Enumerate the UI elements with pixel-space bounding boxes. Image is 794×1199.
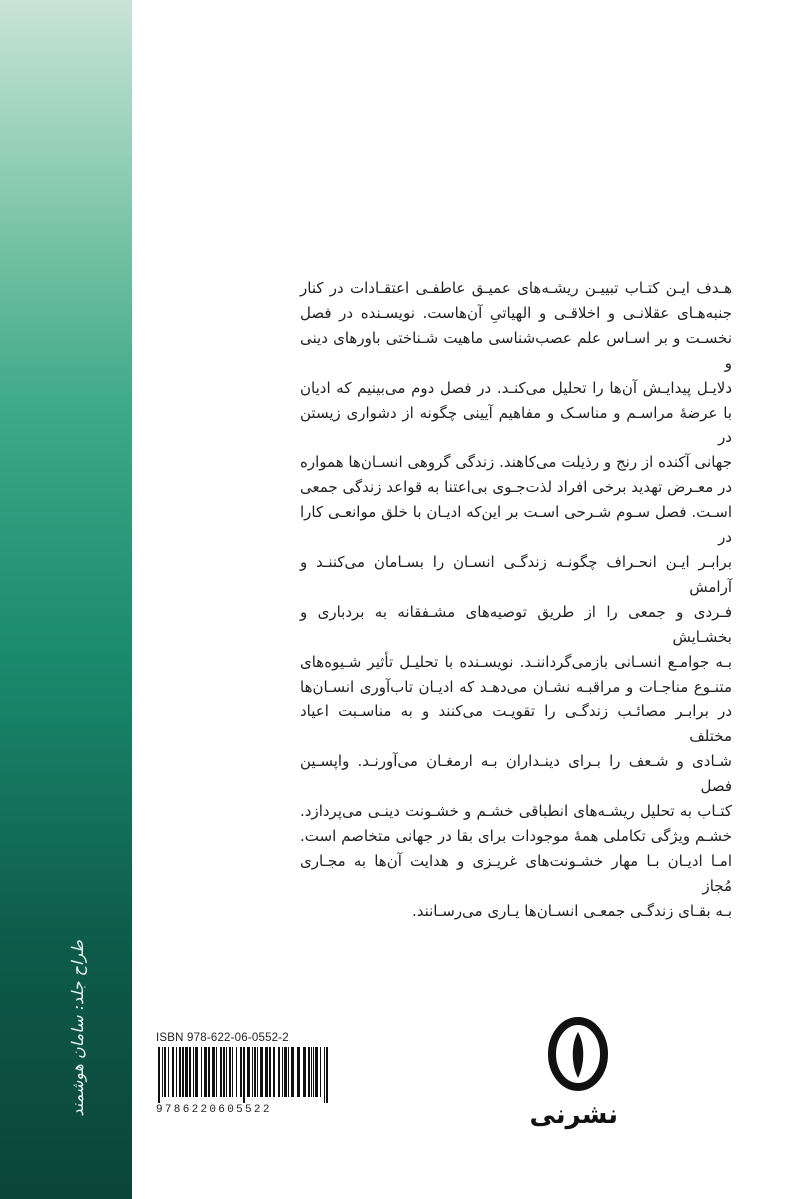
- barcode-bar: [326, 1047, 328, 1103]
- barcode-bar: [236, 1047, 237, 1097]
- barcode-bar: [201, 1047, 202, 1097]
- barcode-bar: [252, 1047, 253, 1097]
- barcode-bar: [324, 1047, 325, 1103]
- barcode-bar: [182, 1047, 184, 1097]
- barcode-bar: [216, 1047, 217, 1097]
- barcode-bar: [308, 1047, 310, 1097]
- barcode-bar: [229, 1047, 231, 1097]
- barcode-bar: [208, 1047, 210, 1097]
- barcode-bar: [254, 1047, 256, 1097]
- publisher-logo: [529, 1012, 618, 1130]
- barcode-bar: [243, 1047, 245, 1103]
- barcode-bar: [168, 1047, 169, 1097]
- isbn-label: ISBN 978-622-06-0552-2: [156, 1032, 289, 1044]
- barcode-bar: [297, 1047, 300, 1097]
- back-cover-blurb: [300, 276, 732, 924]
- blurb-line: شـادی و شـعف را بـرای دینـداران بـه ارمغـان می‌آورنـد. واپسـین فصل: [300, 752, 732, 796]
- barcode-bar: [204, 1047, 207, 1097]
- barcode-bar: [164, 1047, 166, 1097]
- blurb-line: کتـاب به تحلیل ریشـه‌های انطباقی خشـم و خشـونت دینـی می‌پردازد.: [300, 802, 732, 821]
- blurb-line: برابـر ایـن انحـراف چگونـه زندگـی انسـان را بسـامان می‌کننـد و آرامش: [300, 552, 732, 596]
- barcode-bar: [172, 1047, 174, 1097]
- blurb-line: دلایـل پیدایـش آن‌ها را تحلیل می‌کنـد. در فصل دوم می‌بینیم که ادیان: [300, 378, 732, 397]
- barcode-bar: [313, 1047, 314, 1097]
- barcode-bar: [257, 1047, 258, 1097]
- barcode-bar: [195, 1047, 198, 1097]
- barcode-bar: [223, 1047, 225, 1097]
- barcode-bar: [193, 1047, 194, 1097]
- barcode-bar: [282, 1047, 283, 1097]
- barcode-bar: [315, 1047, 318, 1097]
- barcode-bar: [320, 1047, 321, 1097]
- blurb-line: امـا ادیـان بـا مهار خشـونت‌های غریـزی و هدایت آن‌ها به مجـاری مُجاز: [300, 851, 732, 895]
- barcode-bar: [269, 1047, 271, 1097]
- barcode-bar: [226, 1047, 227, 1097]
- blurb-line: فـردی و جمعی را از طریق توصیه‌های مشـفقانه به بردباری و بخشـایش: [300, 602, 732, 646]
- blurb-line: با عرضهٔ مراسـم و مناسـک و مفاهیم آیینی چگونه از دشواری زیستن در: [300, 403, 732, 447]
- barcode-bar: [265, 1047, 268, 1097]
- barcode-bar: [278, 1047, 280, 1097]
- barcode-bar: [232, 1047, 233, 1097]
- blurb-line: اسـت. فصل سـوم شـرحی اسـت بر این‌که ادیـان با خلق موانعـی کارا در: [300, 503, 732, 547]
- blurb-line: بـه جوامـع انسـانی بازمی‌گرداننـد. نویسـنده با تحلیـل تأثیر شـیوه‌های: [300, 652, 732, 671]
- barcode-bar: [247, 1047, 250, 1097]
- blurb-line: هـدف ایـن کتـاب تبییـن ریشـه‌های عمیـق عاطفـی اعتقـادات در کنار: [300, 279, 732, 297]
- barcode-bar: [288, 1047, 289, 1097]
- barcode-bar: [291, 1047, 294, 1097]
- barcode-icon: [156, 1047, 332, 1103]
- barcode-bar: [220, 1047, 222, 1097]
- green-spine: [0, 0, 132, 1199]
- blurb-line: خشـم ویژگی تکاملی همهٔ موجودات برای بقا در جهانی متخاصم است.: [300, 826, 732, 845]
- barcode-bar: [179, 1047, 181, 1097]
- barcode-bar: [212, 1047, 215, 1097]
- barcode-bar: [189, 1047, 191, 1097]
- blurb-line: در برابـر مصائـب زندگـی را تقویـت می‌کنند و به مناسـبت اعیاد مختلف: [300, 702, 732, 746]
- blurb-line: نخسـت و بر اسـاس علم عصب‌شناسی ماهیت شـناختی باورهای دینی و: [300, 328, 732, 372]
- barcode-bar: [273, 1047, 275, 1097]
- ney-reed-logo-icon: [544, 1012, 612, 1096]
- blurb-line: جهانی آکنده از رنج و رذیلت می‌کاهند. زندگی گروهی انسـان‌ها همواره: [300, 453, 732, 472]
- barcode-bar: [158, 1047, 160, 1103]
- isbn-barcode: [156, 1032, 332, 1116]
- barcode-bar: [311, 1047, 312, 1097]
- barcode-bar: [284, 1047, 287, 1097]
- barcode-bar: [260, 1047, 263, 1097]
- blurb-line: جنبه‌هـای عقلانـی و اخلاقـی و الهیاتیِ آن‌هاست. نویسـنده در فصل: [300, 303, 732, 322]
- barcode-bar: [303, 1047, 306, 1097]
- designer-signature: طراح جلد: سامان هوشمند: [68, 940, 87, 1117]
- barcode-bar: [176, 1047, 177, 1097]
- barcode-bar: [240, 1047, 242, 1097]
- blurb-line: متنـوع مناجـات و مراقبـه نشـان می‌دهـد که ادیـان تاب‌آوری انسـان‌ها: [300, 677, 732, 696]
- barcode-digits: 9786220605522: [156, 1104, 272, 1116]
- publisher-name: نشرنی: [529, 1100, 618, 1130]
- barcode-bar: [162, 1047, 163, 1097]
- blurb-line: در معـرض تهدید برخی افراد لذت‌جـوی بی‌اعتنا به قواعد زندگی جمعی: [300, 478, 732, 497]
- barcode-bar: [185, 1047, 188, 1097]
- blurb-line: بـه بقـای زندگـی جمعـی انسـان‌ها یـاری می‌رسـانند.: [411, 901, 732, 920]
